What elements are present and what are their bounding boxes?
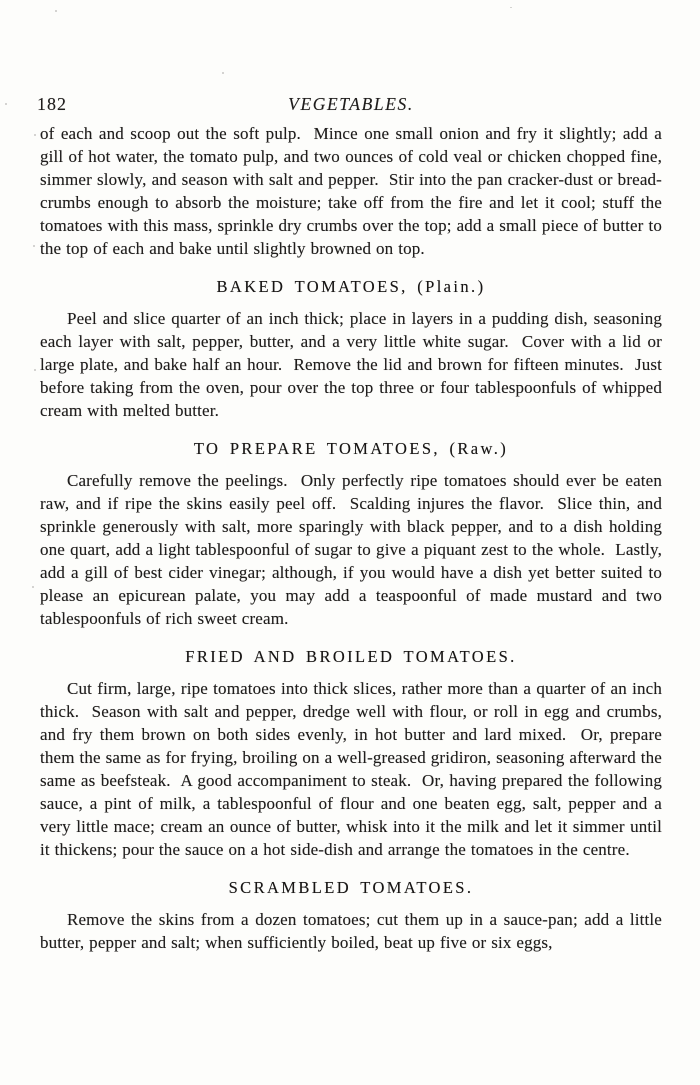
scan-speckle [55,10,57,12]
page-number: 182 [37,94,67,114]
paragraph-scrambled-tomatoes: Remove the skins from a dozen tomatoes; cut them up in a sauce-pan; add a little butter, pepper and salt; when sufficiently boiled, beat up five or six eggs, [40,910,662,952]
heading-fried-and-broiled-tomatoes: FRIED AND BROILED TOMATOES. [185,647,517,666]
heading-to-prepare-tomatoes-raw: TO PREPARE TOMATOES, (Raw.) [193,439,509,458]
paragraph-stuffed-tomatoes-continuation: of each and scoop out the soft pulp. Mince one small onion and fry it slightly; add a gill of hot water, the tomato pulp, and two ounces of cold veal or chicken chopped fine, simmer slowly, and season with salt and pepper. Stir into the pan cracker-dust or bread-crumbs enough to absorb the moisture; take off from the fire and let it cool; stuff the tomatoes with this mass, sprinkle dry crumbs over the top; add a small piece of butter to the top of each and bake until slightly browned on top. [40,124,662,258]
heading-scrambled-tomatoes: SCRAMBLED TOMATOES. [228,878,474,897]
scan-speckle [34,134,36,136]
scan-speckle [5,103,7,105]
scan-speckle [32,586,34,588]
running-title: VEGETABLES. [288,94,414,114]
page-body [40,122,662,954]
heading-baked-tomatoes-plain: BAKED TOMATOES, (Plain.) [216,277,486,296]
scan-speckle [33,245,35,247]
paragraph-baked-tomatoes-plain: Peel and slice quarter of an inch thick; place in layers in a pudding dish, seasoning each layer with salt, pepper, butter, and a very little white sugar. Cover with a lid or large plate, and bake half an hour. Remove the lid and brown for fifteen minutes. Just before taking from the oven, pour over the top three or four tablespoonfuls of whipped cream with melted butter. [40,309,662,420]
scan-speckle [34,369,36,371]
paragraph-fried-and-broiled-tomatoes: Cut firm, large, ripe tomatoes into thick slices, rather more than a quarter of an inch thick. Season with salt and pepper, dredge well with flour, or roll in egg and crumbs, and fry them brown on both sides evenly, in hot butter and lard mixed. Or, prepare them the same as for frying, broiling on a well-greased gridiron, seasoning afterward the same as beefsteak. A good accompaniment to steak. Or, having prepared the following sauce, a pint of milk, a tablespoonful of flour and one beaten egg, salt, pepper and a very little mace; cream an ounce of butter, whisk into it the milk and let it simmer until it thickens; pour the sauce on a hot side-dish and arrange the tomatoes in the centre. [40,679,662,859]
paragraph-to-prepare-tomatoes-raw: Carefully remove the peelings. Only perfectly ripe tomatoes should ever be eaten raw, and if ripe the skins easily peel off. Scalding injures the flavor. Slice thin, and sprinkle generously with salt, more sparingly with black pepper, and to a dish holding one quart, add a light tablespoonful of sugar to give a piquant zest to the whole. Lastly, add a gill of best cider vinegar; although, if you would have a dish yet better suited to please an epicurean palate, you may add a teaspoonful of made mustard and two tablespoonfuls of rich sweet cream. [40,471,662,628]
scan-speckle [222,72,224,74]
page-header [37,93,662,115]
scan-speckle [510,7,512,8]
